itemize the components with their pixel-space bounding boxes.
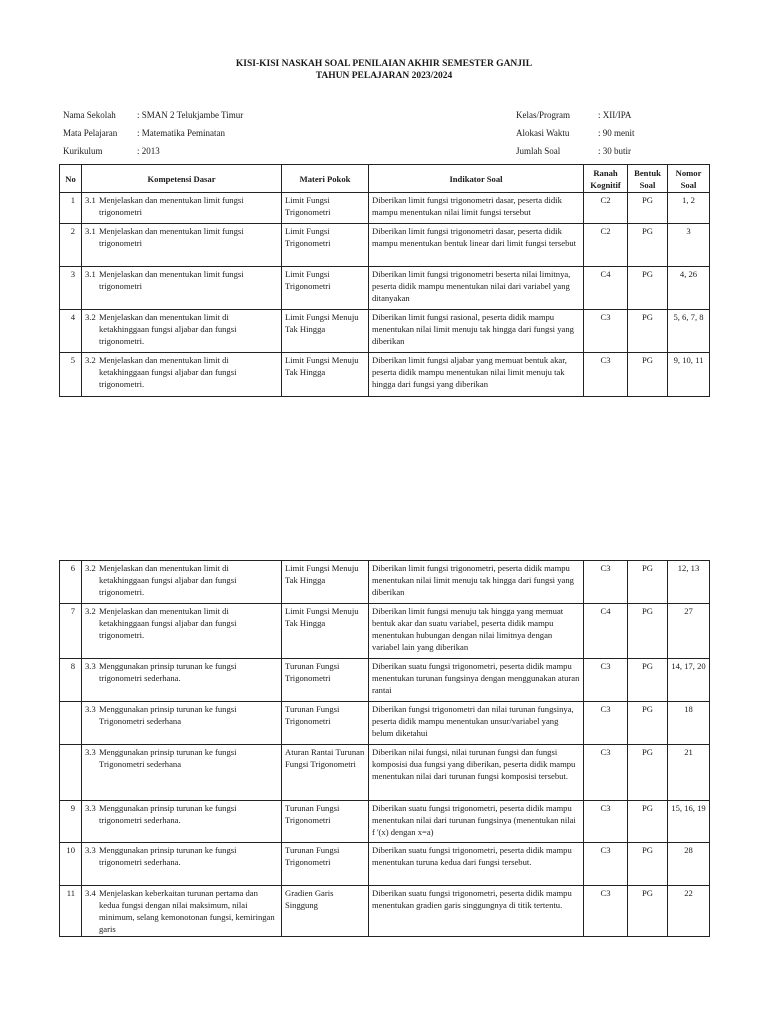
cell-nomor-soal: 14, 17, 20 bbox=[668, 659, 710, 702]
kisi-table-page-1 bbox=[59, 164, 710, 397]
cell-materi-pokok: Turunan Fungsi Trigonometri bbox=[282, 843, 369, 886]
cell-materi-pokok: Aturan Rantai Turunan Fungsi Trigonometri bbox=[282, 745, 369, 801]
cell-kompetensi-dasar bbox=[82, 702, 282, 745]
table-row bbox=[60, 745, 710, 801]
table-row bbox=[60, 193, 710, 224]
kd-number: 3.1 bbox=[85, 195, 96, 205]
header-bentuk-soal: Bentuk Soal bbox=[628, 165, 668, 193]
meta-row bbox=[516, 106, 635, 124]
meta-row bbox=[63, 106, 243, 124]
table-row bbox=[60, 604, 710, 659]
kd-text: Menjelaskan dan menentukan limit fungsi trigonometri bbox=[99, 269, 244, 291]
cell-nomor-soal: 22 bbox=[668, 886, 710, 937]
cell-kompetensi-dasar bbox=[82, 310, 282, 353]
kd-text: Menjelaskan dan menentukan limit di ketakhinggaan fungsi aljabar dan fungsi trigonometri. bbox=[99, 355, 237, 389]
cell-nomor-soal: 15, 16, 19 bbox=[668, 801, 710, 843]
cell-materi-pokok: Limit Fungsi Trigonometri bbox=[282, 224, 369, 267]
title-line-1: KISI-KISI NASKAH SOAL PENILAIAN AKHIR SEMESTER GANJIL bbox=[235, 59, 533, 69]
cell-kompetensi-dasar bbox=[82, 604, 282, 659]
kd-wrap bbox=[85, 268, 278, 292]
cell-materi-pokok: Limit Fungsi Trigonometri bbox=[282, 193, 369, 224]
cell-indikator-soal: Diberikan limit fungsi aljabar yang memuat bentuk akar, peserta didik mampu menentukan nilai limit menuju tak hingga dari fungsi yang diberikan bbox=[369, 353, 584, 397]
kisi-table-page-2 bbox=[59, 560, 710, 937]
cell-bentuk-soal: PG bbox=[628, 843, 668, 886]
cell-indikator-soal: Diberikan suatu fungsi trigonometri, peserta didik mampu menentukan turunan fungsinya dengan menggunakan aturan rantai bbox=[369, 659, 584, 702]
kd-text: Menggunakan prinsip turunan ke fungsi trigonometri sederhana. bbox=[99, 803, 237, 825]
meta-value: : 30 butir bbox=[598, 146, 631, 156]
cell-ranah-kognitif: C3 bbox=[584, 745, 628, 801]
cell-no: 10 bbox=[60, 843, 82, 886]
cell-kompetensi-dasar bbox=[82, 267, 282, 310]
kd-wrap bbox=[85, 746, 278, 770]
kd-wrap bbox=[85, 354, 278, 390]
meta-row bbox=[63, 124, 243, 142]
meta-row bbox=[516, 142, 635, 160]
kd-number: 3.2 bbox=[85, 312, 96, 322]
cell-no: 6 bbox=[60, 561, 82, 604]
meta-value: : 2013 bbox=[137, 146, 160, 156]
cell-nomor-soal: 12, 13 bbox=[668, 561, 710, 604]
cell-materi-pokok: Turunan Fungsi Trigonometri bbox=[282, 702, 369, 745]
cell-no: 5 bbox=[60, 353, 82, 397]
kd-text: Menjelaskan dan menentukan limit di ketakhinggaan fungsi aljabar dan fungsi trigonometri. bbox=[99, 563, 237, 597]
cell-no: 4 bbox=[60, 310, 82, 353]
cell-bentuk-soal: PG bbox=[628, 310, 668, 353]
cell-nomor-soal: 3 bbox=[668, 224, 710, 267]
kd-text: Menjelaskan keberkaitan turunan pertama dan kedua fungsi dengan nilai maksimum, nilai minimum, selang kemonotonan fungsi, kemiringan garis bbox=[99, 888, 275, 934]
meta-label: Nama Sekolah bbox=[63, 110, 116, 120]
cell-bentuk-soal: PG bbox=[628, 193, 668, 224]
cell-bentuk-soal: PG bbox=[628, 702, 668, 745]
kd-wrap bbox=[85, 194, 278, 218]
cell-bentuk-soal: PG bbox=[628, 224, 668, 267]
meta-label: Kurikulum bbox=[63, 146, 103, 156]
cell-materi-pokok: Limit Fungsi Menuju Tak Hingga bbox=[282, 604, 369, 659]
cell-bentuk-soal: PG bbox=[628, 267, 668, 310]
kd-wrap bbox=[85, 660, 278, 684]
kd-wrap bbox=[85, 703, 278, 727]
cell-bentuk-soal: PG bbox=[628, 745, 668, 801]
table-row bbox=[60, 843, 710, 886]
kd-number: 3.3 bbox=[85, 661, 96, 671]
cell-ranah-kognitif: C3 bbox=[584, 310, 628, 353]
kd-wrap bbox=[85, 844, 278, 868]
cell-materi-pokok: Gradien Garis Singgung bbox=[282, 886, 369, 937]
cell-no: 8 bbox=[60, 659, 82, 702]
cell-bentuk-soal: PG bbox=[628, 604, 668, 659]
cell-bentuk-soal: PG bbox=[628, 659, 668, 702]
cell-kompetensi-dasar bbox=[82, 886, 282, 937]
kd-text: Menjelaskan dan menentukan limit fungsi trigonometri bbox=[99, 226, 244, 248]
table-row bbox=[60, 267, 710, 310]
cell-ranah-kognitif: C3 bbox=[584, 702, 628, 745]
cell-no: 3 bbox=[60, 267, 82, 310]
meta-right bbox=[516, 106, 635, 160]
kd-text: Menjelaskan dan menentukan limit fungsi trigonometri bbox=[99, 195, 244, 217]
cell-ranah-kognitif: C3 bbox=[584, 886, 628, 937]
cell-kompetensi-dasar bbox=[82, 745, 282, 801]
header-indikator-soal: Indikator Soal bbox=[369, 165, 584, 193]
cell-ranah-kognitif: C3 bbox=[584, 353, 628, 397]
cell-nomor-soal: 9, 10, 11 bbox=[668, 353, 710, 397]
cell-nomor-soal: 21 bbox=[668, 745, 710, 801]
title-line-2: TAHUN PELAJARAN 2023/2024 bbox=[315, 71, 453, 81]
kd-wrap bbox=[85, 311, 278, 347]
table-row bbox=[60, 353, 710, 397]
cell-kompetensi-dasar bbox=[82, 193, 282, 224]
cell-ranah-kognitif: C3 bbox=[584, 801, 628, 843]
cell-bentuk-soal: PG bbox=[628, 801, 668, 843]
kd-number: 3.3 bbox=[85, 704, 96, 714]
kd-number: 3.3 bbox=[85, 845, 96, 855]
table-row bbox=[60, 310, 710, 353]
table-row bbox=[60, 886, 710, 937]
cell-nomor-soal: 28 bbox=[668, 843, 710, 886]
kd-number: 3.2 bbox=[85, 606, 96, 616]
kd-text: Menggunakan prinsip turunan ke fungsi trigonometri sederhana. bbox=[99, 845, 237, 867]
table-row bbox=[60, 702, 710, 745]
cell-kompetensi-dasar bbox=[82, 224, 282, 267]
cell-indikator-soal: Diberikan limit fungsi trigonometri, peserta didik mampu menentukan nilai limit menuju tak hingga dari fungsi yang diberikan bbox=[369, 561, 584, 604]
table-row bbox=[60, 224, 710, 267]
table-header-row bbox=[60, 165, 710, 193]
kd-wrap bbox=[85, 802, 278, 826]
cell-bentuk-soal: PG bbox=[628, 886, 668, 937]
cell-no: 11 bbox=[60, 886, 82, 937]
header-no: No bbox=[60, 165, 82, 193]
meta-label: Jumlah Soal bbox=[516, 146, 561, 156]
kd-number: 3.2 bbox=[85, 355, 96, 365]
cell-indikator-soal: Diberikan nilai fungsi, nilai turunan fungsi dan fungsi komposisi dua fungsi yang diberikan, peserta didik mampu menentukan nilai dari turunan fungsi komposisi tersebut. bbox=[369, 745, 584, 801]
meta-row bbox=[63, 142, 243, 160]
cell-materi-pokok: Limit Fungsi Trigonometri bbox=[282, 267, 369, 310]
cell-ranah-kognitif: C3 bbox=[584, 659, 628, 702]
meta-value: : SMAN 2 Telukjambe Timur bbox=[137, 110, 244, 120]
kd-wrap bbox=[85, 225, 278, 249]
cell-indikator-soal: Diberikan limit fungsi menuju tak hingga yang memuat bentuk akar dan suatu variabel, peserta didik mampu menentukan hubungan dengan nilai limitnya dengan variabel lain yang diberikan bbox=[369, 604, 584, 659]
meta-label: Mata Pelajaran bbox=[63, 128, 118, 138]
kd-text: Menggunakan prinsip turunan ke fungsi Trigonometri sederhana bbox=[99, 747, 237, 769]
cell-nomor-soal: 27 bbox=[668, 604, 710, 659]
document-title bbox=[0, 58, 768, 82]
meta-label: Alokasi Waktu bbox=[516, 128, 570, 138]
meta-value: : Matematika Peminatan bbox=[137, 128, 225, 138]
cell-kompetensi-dasar bbox=[82, 843, 282, 886]
cell-kompetensi-dasar bbox=[82, 659, 282, 702]
kd-text: Menggunakan prinsip turunan ke fungsi trigonometri sederhana. bbox=[99, 661, 237, 683]
table-row bbox=[60, 659, 710, 702]
cell-indikator-soal: Diberikan suatu fungsi trigonometri, peserta didik mampu menentukan turuna kedua dari fungsi tersebut. bbox=[369, 843, 584, 886]
cell-no: 2 bbox=[60, 224, 82, 267]
cell-indikator-soal: Diberikan fungsi trigonometri dan nilai turunan fungsinya, peserta didik mampu menentukan unsur/variabel yang belum diketahui bbox=[369, 702, 584, 745]
cell-kompetensi-dasar bbox=[82, 561, 282, 604]
cell-nomor-soal: 4, 26 bbox=[668, 267, 710, 310]
header-ranah-kognitif: Ranah Kognitif bbox=[584, 165, 628, 193]
kd-text: Menjelaskan dan menentukan limit di ketakhinggaan fungsi aljabar dan fungsi trigonometri. bbox=[99, 606, 237, 640]
cell-no bbox=[60, 702, 82, 745]
cell-kompetensi-dasar bbox=[82, 801, 282, 843]
kd-wrap bbox=[85, 887, 278, 935]
cell-ranah-kognitif: C4 bbox=[584, 604, 628, 659]
cell-indikator-soal: Diberikan limit fungsi rasional, peserta didik mampu menentukan nilai limit menuju tak hingga dari fungsi yang diberikan bbox=[369, 310, 584, 353]
cell-bentuk-soal: PG bbox=[628, 353, 668, 397]
cell-nomor-soal: 5, 6, 7, 8 bbox=[668, 310, 710, 353]
cell-no: 9 bbox=[60, 801, 82, 843]
cell-indikator-soal: Diberikan suatu fungsi trigonometri, peserta didik mampu menentukan nilai dari turunan fungsinya (menentukan nilai f '(x) dengan x=a) bbox=[369, 801, 584, 843]
cell-kompetensi-dasar bbox=[82, 353, 282, 397]
cell-ranah-kognitif: C4 bbox=[584, 267, 628, 310]
header-materi-pokok: Materi Pokok bbox=[282, 165, 369, 193]
meta-label: Kelas/Program bbox=[516, 110, 570, 120]
cell-materi-pokok: Limit Fungsi Menuju Tak Hingga bbox=[282, 310, 369, 353]
kd-text: Menggunakan prinsip turunan ke fungsi Trigonometri sederhana bbox=[99, 704, 237, 726]
kd-number: 3.3 bbox=[85, 747, 96, 757]
cell-indikator-soal: Diberikan suatu fungsi trigonometri, peserta didik mampu menentukan gradien garis singgungnya di titik tertentu. bbox=[369, 886, 584, 937]
kd-number: 3.3 bbox=[85, 803, 96, 813]
cell-indikator-soal: Diberikan limit fungsi trigonometri dasar, peserta didik mampu menentukan nilai limit fungsi tersebut bbox=[369, 193, 584, 224]
kd-number: 3.1 bbox=[85, 269, 96, 279]
kd-number: 3.1 bbox=[85, 226, 96, 236]
cell-materi-pokok: Limit Fungsi Menuju Tak Hingga bbox=[282, 353, 369, 397]
cell-ranah-kognitif: C3 bbox=[584, 561, 628, 604]
cell-no: 1 bbox=[60, 193, 82, 224]
cell-ranah-kognitif: C2 bbox=[584, 224, 628, 267]
kd-wrap bbox=[85, 562, 278, 598]
kd-number: 3.4 bbox=[85, 888, 96, 898]
meta-left bbox=[63, 106, 243, 160]
cell-materi-pokok: Turunan Fungsi Trigonometri bbox=[282, 659, 369, 702]
meta-row bbox=[516, 124, 635, 142]
kd-text: Menjelaskan dan menentukan limit di ketakhinggaan fungsi aljabar dan fungsi trigonometri. bbox=[99, 312, 237, 346]
table-row bbox=[60, 561, 710, 604]
cell-nomor-soal: 18 bbox=[668, 702, 710, 745]
cell-nomor-soal: 1, 2 bbox=[668, 193, 710, 224]
cell-indikator-soal: Diberikan limit fungsi trigonometri dasar, peserta didik mampu menentukan bentuk linear dari limit fungsi tersebut bbox=[369, 224, 584, 267]
cell-indikator-soal: Diberikan limit fungsi trigonometri beserta nilai limitnya, peserta didik mampu menentukan nilai dari variabel yang ditanyakan bbox=[369, 267, 584, 310]
cell-bentuk-soal: PG bbox=[628, 561, 668, 604]
cell-no: 7 bbox=[60, 604, 82, 659]
meta-value: : XII/IPA bbox=[598, 110, 632, 120]
cell-ranah-kognitif: C2 bbox=[584, 193, 628, 224]
cell-materi-pokok: Limit Fungsi Menuju Tak Hingga bbox=[282, 561, 369, 604]
cell-no bbox=[60, 745, 82, 801]
table-row bbox=[60, 801, 710, 843]
kd-wrap bbox=[85, 605, 278, 641]
meta-value: : 90 menit bbox=[598, 128, 635, 138]
cell-ranah-kognitif: C3 bbox=[584, 843, 628, 886]
header-nomor-soal: Nomor Soal bbox=[668, 165, 710, 193]
cell-materi-pokok: Turunan Fungsi Trigonometri bbox=[282, 801, 369, 843]
kd-number: 3.2 bbox=[85, 563, 96, 573]
header-kompetensi-dasar: Kompetensi Dasar bbox=[82, 165, 282, 193]
